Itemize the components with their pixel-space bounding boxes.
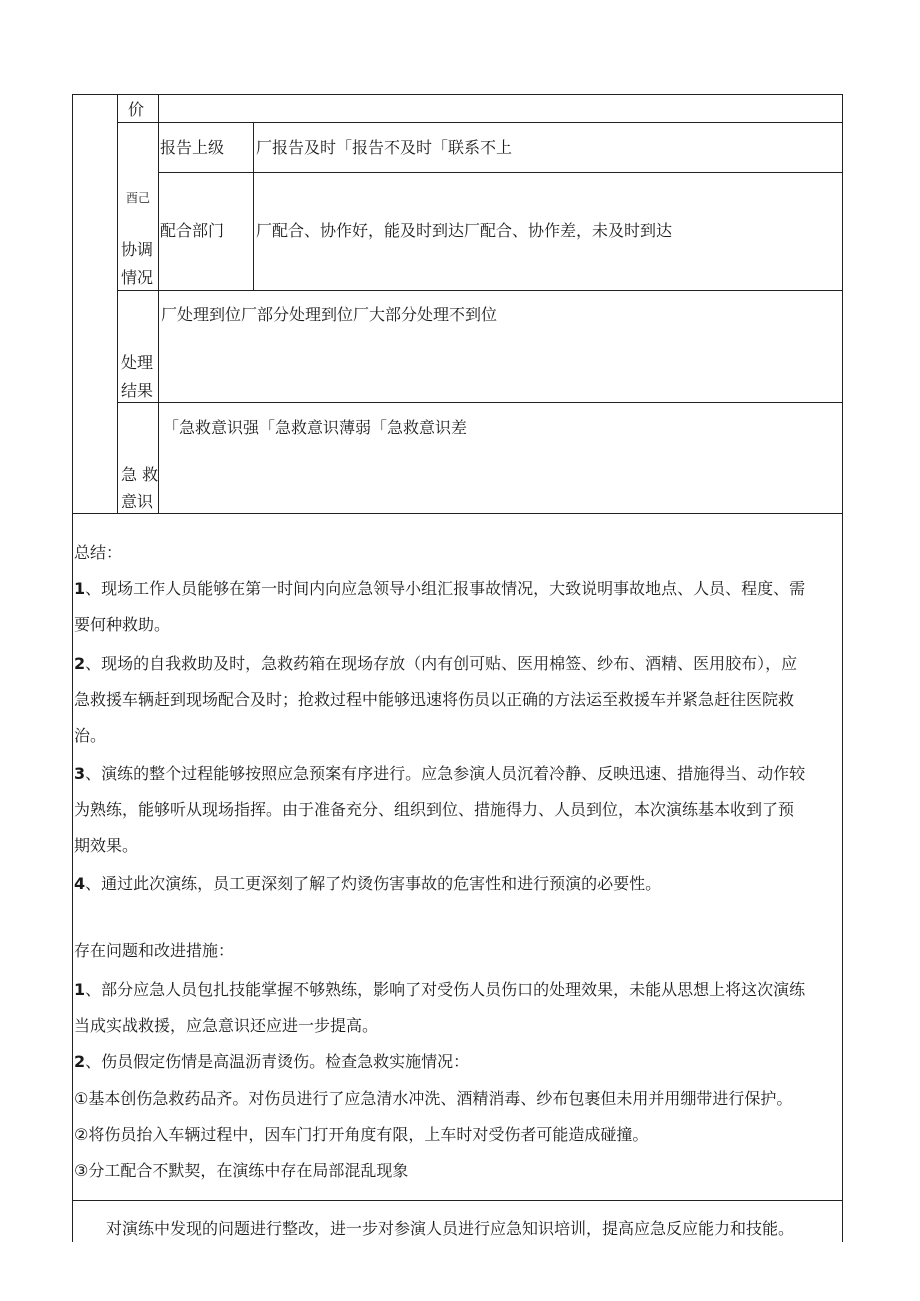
table-top-border	[72, 94, 843, 95]
summary-item-2	[74, 646, 842, 682]
first-aid-options: 「急救意识强「急救意识薄弱「急救意识差	[163, 418, 468, 437]
first-aid-label-line2: 意识	[121, 492, 154, 511]
summary-item-line: 、通过此次演练，员工更深刻了解了灼烫伤害事故的危害性和进行预演的必要性。	[85, 874, 662, 893]
summary-item-number: 3	[74, 764, 86, 783]
problems-item-line: 、部分应急人员包扎技能掌握不够熟练，影响了对受伤人员伤口的处理效果，未能从思想上将这次演练	[85, 980, 806, 999]
problems-item-1	[74, 972, 842, 1008]
problems-heading: 存在问题和改进措施：	[74, 941, 235, 960]
summary-item-2-cont2: 治。	[74, 726, 107, 745]
problems-item-line: 、伤员假定伤情是高温沥青烫伤。检查急救实施情况：	[85, 1052, 470, 1071]
rectification-text: 对演练中发现的问题进行整改，进一步对参演人员进行应急知识培训，提高应急反应能力和技能。	[106, 1219, 795, 1238]
row-label-jia: 价	[128, 100, 145, 119]
problems-item-number: 1	[74, 980, 86, 999]
label-column-line	[158, 94, 159, 514]
summary-item-line: 、演练的整个过程能够按照应急预案有序进行。应急参演人员沉着冷静、反映迅速、措施得当、动作较	[85, 764, 806, 783]
first-aid-label-line1: 急 救	[121, 465, 159, 484]
summary-heading: 总结：	[74, 543, 123, 562]
summary-item-4	[74, 866, 842, 902]
coordination-label-line2: 情况	[121, 268, 154, 287]
summary-item-number: 2	[74, 654, 86, 673]
cooperate-item-label: 配合部门	[160, 221, 225, 240]
problems-sub-1: ①基本创伤急救药品齐。对伤员进行了应急清水冲洗、酒精消毒、纱布包裹但未用并用绷带进行保护。	[74, 1089, 793, 1108]
report-item-label: 报告上级	[160, 138, 225, 157]
summary-item-3	[74, 756, 842, 792]
row-line-first-aid	[72, 513, 843, 514]
summary-item-3-cont: 为熟练，能够听从现场指挥。由于准备充分、组织到位、措施得力、人员到位，本次演练基本收到了预	[74, 800, 795, 819]
problems-sub-3: ③分工配合不默契，在演练中存在局部混乱现象	[74, 1161, 409, 1180]
row-line-coordination	[117, 290, 843, 291]
summary-item-1-cont: 要何种救助。	[74, 615, 171, 634]
summary-item-2-cont: 急救援车辆赶到现场配合及时；抢救过程中能够迅速将伤员以正确的方法运至救援车并紧急赶往医院救	[74, 690, 795, 709]
row-line-problems	[72, 1200, 843, 1201]
table-right-border	[842, 94, 843, 1242]
summary-item-3-cont2: 期效果。	[74, 836, 139, 855]
coordination-label-line1: 协调	[121, 240, 154, 259]
summary-item-line: 、现场工作人员能够在第一时间内向应急领导小组汇报事故情况，大致说明事故地点、人员、程度、需	[85, 579, 806, 598]
problems-item-number: 2	[74, 1052, 86, 1071]
table-left-border	[72, 94, 73, 1242]
problems-item-1-cont: 当成实战救援，应急意识还应进一步提高。	[74, 1016, 379, 1035]
handling-label-line2: 结果	[121, 381, 154, 400]
summary-item-number: 4	[74, 874, 86, 893]
summary-item-1	[74, 571, 842, 607]
row-line-handling	[117, 402, 843, 403]
summary-item-line: 、现场的自我救助及时，急救药箱在现场存放（内有创可贴、医用棉签、纱布、酒精、医用胶布），应	[85, 654, 798, 673]
problems-sub-2: ②将伤员抬入车辆过程中，因车门打开角度有限，上车时对受伤者可能造成碰撞。	[74, 1125, 649, 1144]
problems-item-2	[74, 1044, 842, 1080]
handling-label-line1: 处理	[121, 353, 154, 372]
summary-item-number: 1	[74, 579, 86, 598]
report-options: 厂报告及时「报告不及时「联系不上	[256, 138, 513, 157]
handling-options: 厂处理到位厂部分处理到位厂大部分处理不到位	[161, 305, 498, 324]
row-line-jia	[117, 122, 843, 123]
item-column-line	[253, 122, 254, 290]
cooperate-options: 厂配合、协作好，能及时到达厂配合、协作差，未及时到达	[256, 221, 673, 240]
inner-left-column-line	[117, 94, 118, 514]
coordination-marker: 酉己	[126, 191, 151, 205]
row-line-report	[158, 172, 843, 173]
